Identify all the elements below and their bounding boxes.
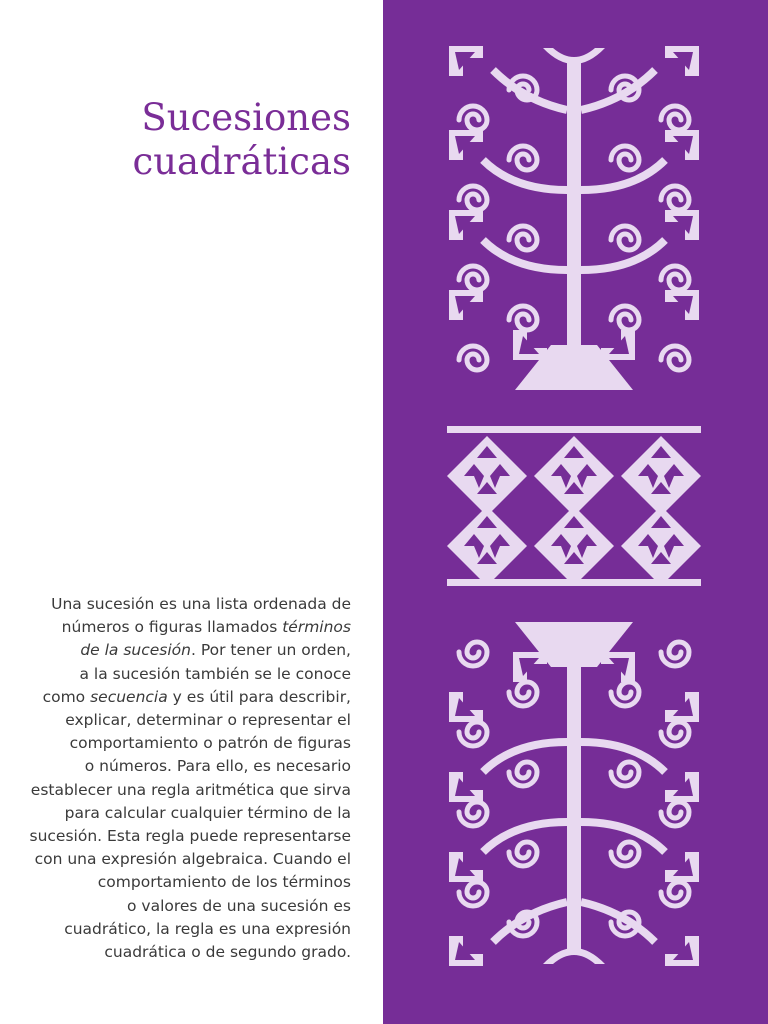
paragraph-line (21, 593, 351, 616)
text-segment: o valores de una sucesión es (126, 896, 351, 915)
text-segment: cuadrático, la regla es una expresión (64, 919, 351, 938)
ornament-artwork (383, 0, 768, 1024)
italic-term: de la sucesión (80, 641, 191, 660)
paragraph-line (21, 779, 351, 802)
paragraph-line (21, 616, 351, 639)
text-segment: sucesión. Esta regla puede representarse (29, 827, 351, 846)
paragraph-line (21, 709, 351, 732)
italic-term: términos (282, 618, 351, 637)
paragraph-line (21, 686, 351, 709)
paragraph-line (21, 871, 351, 894)
text-segment: cuadrática o de segundo grado. (104, 943, 351, 962)
text-segment: explicar, determinar o representar el (65, 711, 351, 730)
text-segment: a la sucesión también se le conoce (79, 664, 351, 683)
paragraph-line (21, 802, 351, 825)
paragraph-line (21, 755, 351, 778)
paragraph-line (21, 941, 351, 964)
title-line-2: cuadráticas (132, 140, 351, 183)
diamond-band (447, 426, 701, 586)
text-segment: comportamiento o patrón de figuras (69, 734, 351, 753)
paragraph-line (21, 848, 351, 871)
text-segment: con una expresión algebraica. Cuando el (34, 850, 351, 869)
intro-paragraph (21, 593, 351, 964)
paragraph-line (21, 825, 351, 848)
bottom-tree-ornament (445, 620, 701, 970)
text-segment: comportamiento de los términos (97, 873, 351, 892)
italic-term: secuencia (90, 687, 168, 706)
title-line-1: Sucesiones (141, 96, 351, 139)
text-segment: o números. Para ello, es necesario (84, 757, 351, 776)
text-segment: para calcular cualquier término de la (64, 803, 351, 822)
top-tree-ornament (445, 42, 701, 392)
decorative-panel (383, 0, 768, 1024)
text-segment: como (42, 687, 91, 706)
paragraph-line (21, 639, 351, 662)
paragraph-line (21, 663, 351, 686)
text-segment: . Por tener un orden, (191, 641, 351, 660)
paragraph-line (21, 732, 351, 755)
text-column (0, 0, 383, 1024)
paragraph-line (21, 918, 351, 941)
text-segment: establecer una regla aritmética que sirva (30, 780, 351, 799)
paragraph-line (21, 895, 351, 918)
text-segment: Una sucesión es una lista ordenada de (51, 595, 351, 613)
text-segment: números o figuras llamados (61, 618, 283, 637)
text-segment: y es útil para describir, (167, 687, 351, 706)
page-title (21, 96, 351, 184)
